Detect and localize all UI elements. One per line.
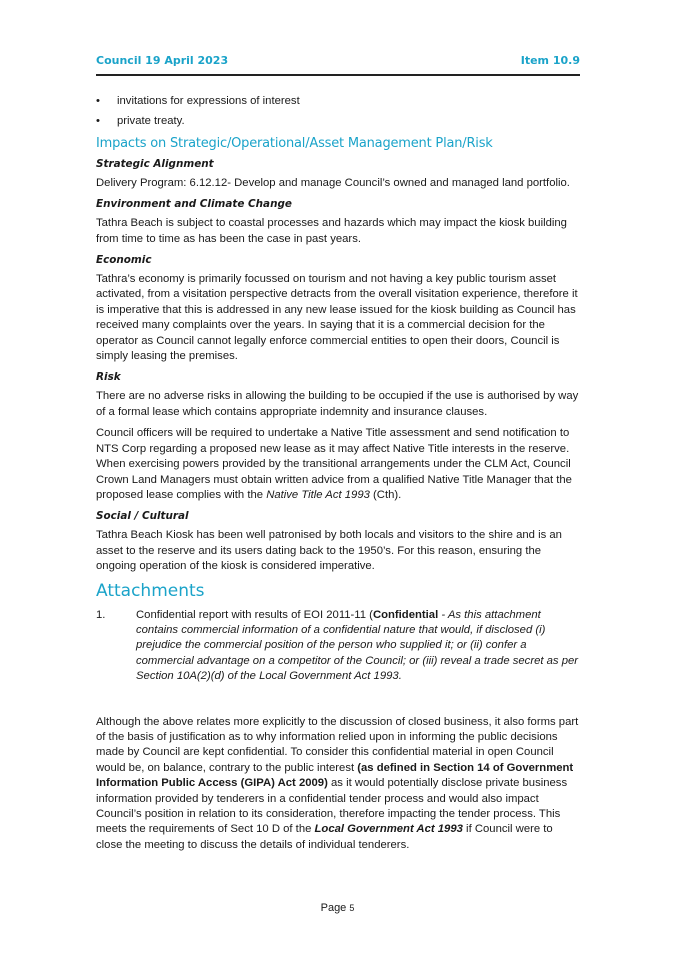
list-item-text: private treaty.: [117, 115, 185, 128]
meeting-date: Council 19 April 2023: [96, 54, 229, 67]
economic-text: Tathra’s economy is primarily focussed on tourism and not having a key public tourism asset activated, from a visitation perspective detracts from the overall visitation experience, therefore it is imperative that this is addressed in any new lease issued for the kiosk building as Council has received many complaints over the years. In saying that it is a commercial decision for the operator as Council cannot legally enforce commercial entities to open their doors, Council is simply leasing the premises.: [96, 273, 578, 363]
environment-text: Tathra Beach is subject to coastal processes and hazards which may impact the kiosk building from time to time as has been the case in past years.: [96, 217, 567, 245]
attachment-number: 1.: [96, 608, 106, 621]
attachment-title: Confidential report with results of EOI 2011-11 (: [136, 608, 373, 621]
lga-reference: Local Government Act 1993: [314, 823, 463, 836]
impacts-heading: Impacts on Strategic/Operational/Asset Management Plan/Risk: [96, 135, 493, 151]
attachment-text: [136, 608, 580, 685]
strategic-text: Delivery Program: 6.12.12- Develop and manage Council’s owned and managed land portfolio.: [96, 176, 570, 189]
native-title-act: Native Title Act 1993: [266, 488, 370, 501]
social-heading: Social / Cultural: [96, 510, 189, 523]
closing-part-2: as it would potentially disclose private business information provided by tenderers in a confidential tender process and would also impact Council’s position in relation to its consideration, therefore impacting the tender process. This meets the requirements of Sect 10 D of the: [96, 777, 568, 836]
closing-part-1: Although the above relates more explicitly to the discussion of closed business, it also forms part of the basis of justification as to why information relied upon in informing the public decisions made by Council are kept confidential. To consider this confidential material in open Council would be, on balance, contrary to the public interest: [96, 715, 579, 774]
list-item-text: invitations for expressions of interest: [117, 95, 300, 107]
native-title-text: [96, 426, 580, 503]
economic-heading: Economic: [96, 254, 152, 267]
confidential-reason: - As this attachment contains commercial information of a confidential nature that would, if disclosed (i) prejudice the commercial position of the person who supplied it; or (ii) confer a commercial advantage on a competitor of the Council; or (iii) reveal a trade secret as per Section 10A(2)(d) of the Local Government Act 1993.: [136, 608, 579, 683]
closing-part-3: if Council were to close the meeting to discuss the details of individual tenderers.: [96, 823, 553, 851]
confidential-label: Confidential: [372, 608, 439, 621]
attachments-heading: Attachments: [96, 580, 205, 601]
item-number: Item 10.9: [520, 54, 580, 67]
page-number: 5: [349, 903, 355, 913]
page-label: Page: [320, 902, 350, 914]
risk-heading: Risk: [96, 371, 121, 384]
bullet-icon: •: [96, 115, 100, 128]
social-text: Tathra Beach Kiosk has been well patronised by both locals and visitors to the shire and is an asset to the reserve and its users dating back to the 1950’s. For this reason, ensuring the ongoing operation of the kiosk is considered imperative.: [96, 529, 562, 573]
risk-text: There are no adverse risks in allowing the building to be occupied if the use is authorised by way of a formal lease which contains appropriate indemnity and insurance clauses.: [96, 390, 579, 418]
page-header: [96, 54, 580, 76]
document-body: [96, 92, 580, 859]
bullet-icon: •: [96, 95, 100, 107]
page-footer: [0, 902, 675, 914]
list-item: [96, 114, 580, 129]
environment-heading: Environment and Climate Change: [96, 198, 292, 211]
native-title-text-end: (Cth).: [369, 488, 402, 501]
list-item: [96, 94, 580, 109]
strategic-heading: Strategic Alignment: [96, 157, 214, 170]
attachment-item: [96, 608, 580, 685]
gipa-reference: (as defined in Section 14 of Government Information Public Access (GIPA) Act 2009): [96, 761, 574, 790]
native-title-text-start: Council officers will be required to undertake a Native Title assessment and send notification to NTS Corp regarding a proposed new lease as it may affect Native Title interests in the reserve. When exercising powers provided by the transitional arrangements under the CLM Act, Council Crown Land Managers must obtain written advice from a qualified Native Title Manager that the proposed lease complies with the: [96, 427, 572, 501]
closing-paragraph: [96, 715, 580, 854]
